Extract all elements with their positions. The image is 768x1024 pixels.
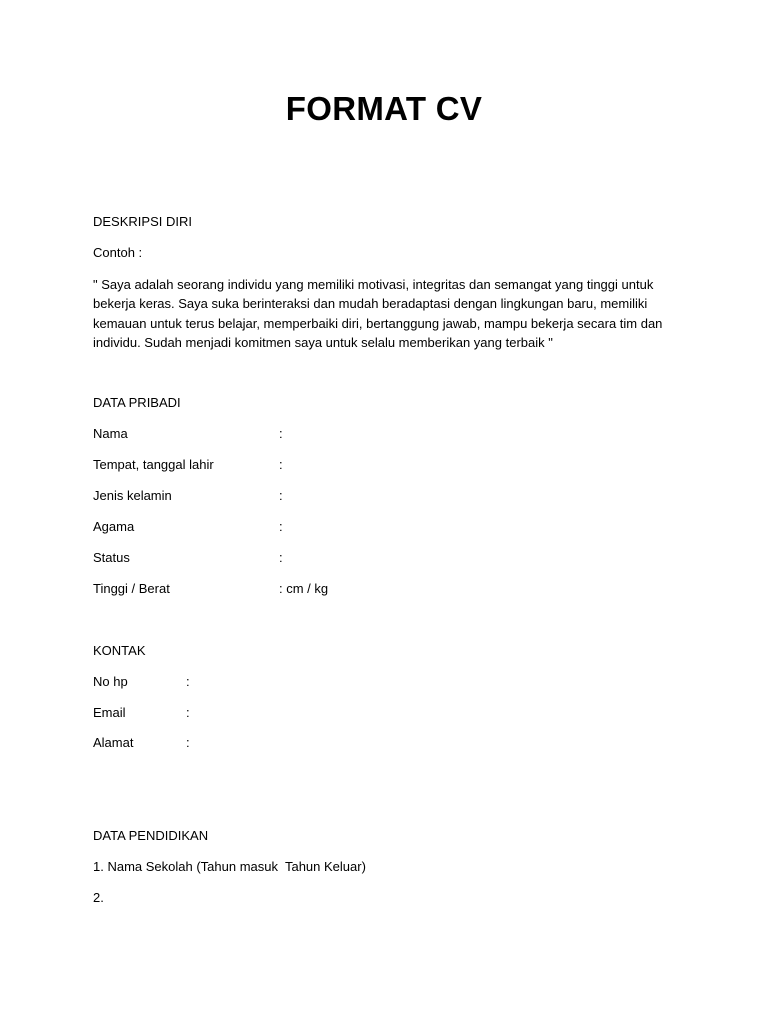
example-label: Contoh : (93, 245, 143, 260)
field-value: : (279, 519, 283, 534)
field-value: : (186, 735, 190, 750)
field-row-alamat (93, 733, 190, 752)
field-row-tinggi-berat (93, 579, 328, 598)
field-row-jenis-kelamin (93, 486, 283, 505)
education-item: 2. (93, 890, 104, 905)
section-heading-kontak: KONTAK (93, 643, 146, 658)
document-title: FORMAT CV (285, 90, 483, 127)
field-label: Agama (93, 519, 135, 534)
field-value: : (279, 488, 283, 503)
field-value: : (279, 426, 283, 441)
field-row-status (93, 548, 283, 567)
field-label: Nama (93, 426, 128, 441)
field-label: Status (93, 550, 130, 565)
field-row-agama (93, 517, 283, 536)
field-value: : (186, 705, 190, 720)
education-item: 1. Nama Sekolah (Tahun masuk Tahun Keluar) (93, 859, 366, 874)
field-label: Jenis kelamin (93, 488, 172, 503)
field-row-nama (93, 424, 283, 443)
field-label: No hp (93, 674, 128, 689)
section-heading-data-pribadi: DATA PRIBADI (93, 395, 181, 410)
field-value: : (279, 457, 283, 472)
field-label: Email (93, 705, 126, 720)
field-row-email (93, 703, 190, 722)
field-value: : (186, 674, 190, 689)
field-row-tempat-tanggal-lahir (93, 455, 283, 474)
example-paragraph: " Saya adalah seorang individu yang memiliki motivasi, integritas dan semangat yang tinggi untuk bekerja keras. Saya suka berinteraksi dan mudah beradaptasi dengan lingkungan baru, memiliki kemauan untuk terus belajar, memperbaiki diri, bertanggung jawab, mampu bekerja secara tim dan individu. Sudah menjadi komitmen saya untuk selalu memberikan yang terbaik " (93, 277, 663, 350)
field-value: : cm / kg (279, 581, 329, 596)
field-value: : (279, 550, 283, 565)
section-heading-deskripsi: DESKRIPSI DIRI (93, 214, 192, 229)
field-label: Tempat, tanggal lahir (93, 457, 214, 472)
field-label: Tinggi / Berat (93, 581, 170, 596)
section-heading-data-pendidikan: DATA PENDIDIKAN (93, 828, 209, 843)
field-row-no-hp (93, 672, 190, 691)
field-label: Alamat (93, 735, 134, 750)
